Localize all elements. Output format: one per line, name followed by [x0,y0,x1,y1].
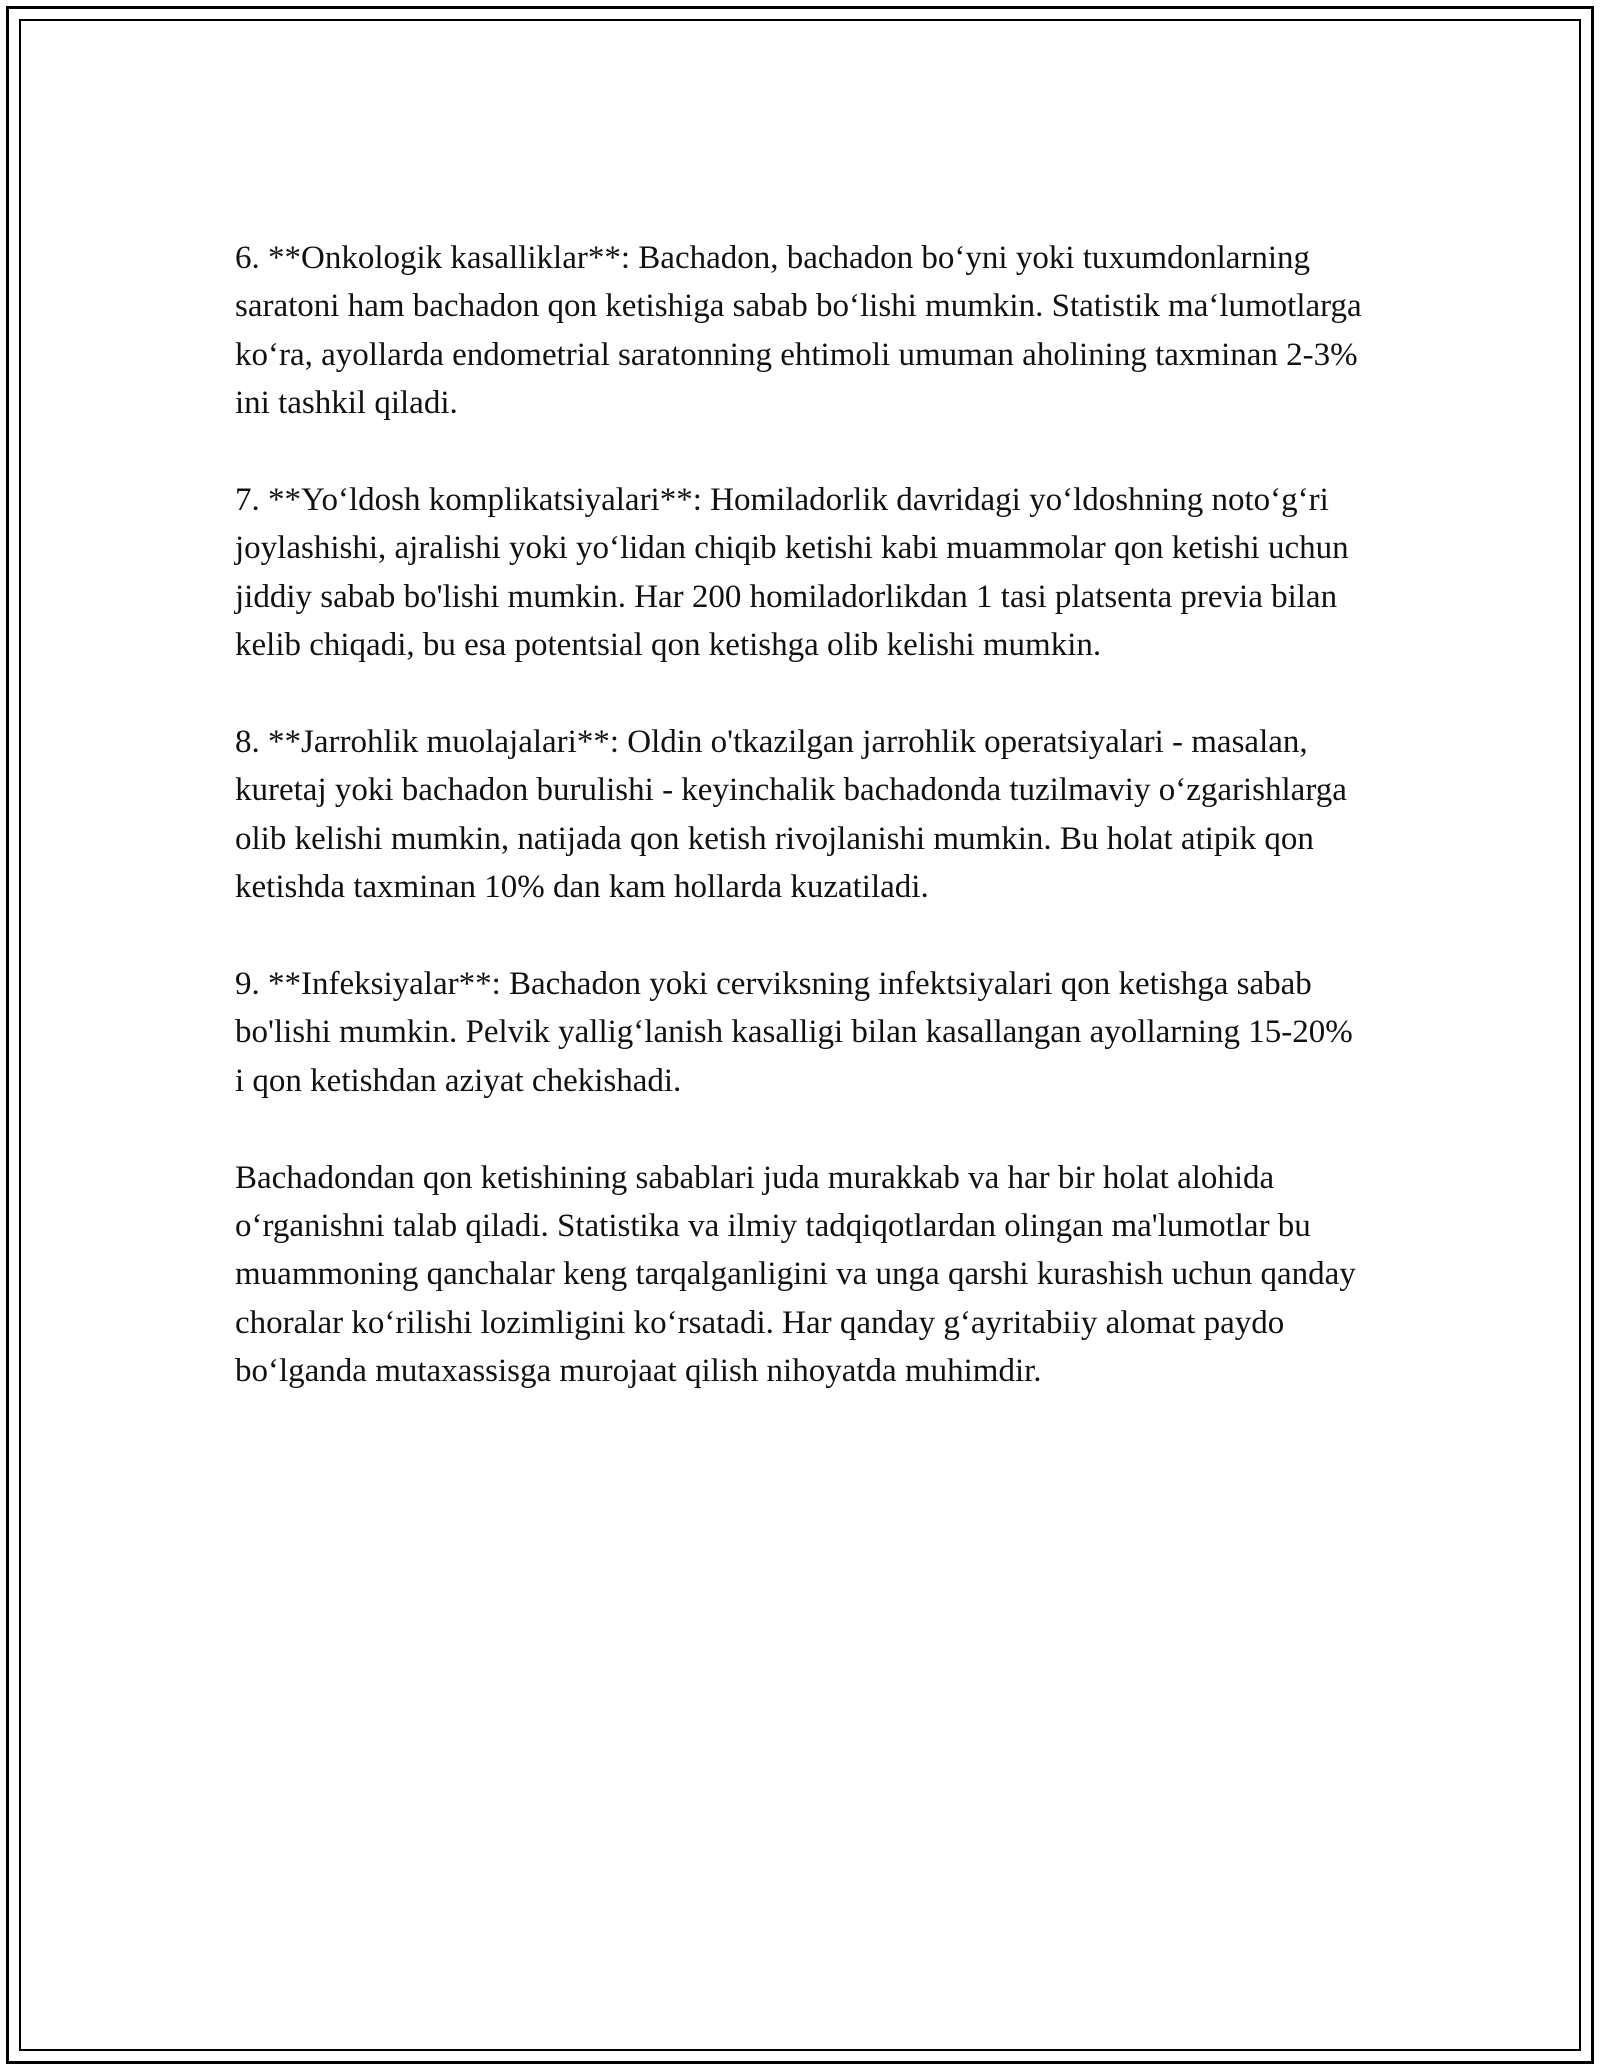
document-body [235,234,1365,1444]
paragraph-conclusion: Bachadondan qon ketishining sabablari juda murakkab va har bir holat alohida o‘rganishni talab qiladi. Statistika va ilmiy tadqiqotlardan olingan ma'lumotlar bu muammoning qanchalar keng tarqalganligini va unga qarshi kurashish uchun qanday choralar ko‘rilishi lozimligini ko‘rsatadi. Har qanday g‘ayritabiiy alomat paydo bo‘lganda mutaxassisga murojaat qilish nihoyatda muhimdir. [235,1159,1356,1390]
paragraph-infections: 9. **Infeksiyalar**: Bachadon yoki cerviksning infektsiyalari qon ketishga sabab bo'lishi mumkin. Pelvik yallig‘lanish kasalligi bilan kasallangan ayollarning 15-20% i qon ketishdan aziyat chekishadi. [235,966,1353,1099]
paragraph-placenta-complications: 7. **Yo‘ldosh komplikatsiyalari**: Homiladorlik davridagi yo‘ldoshning noto‘g‘ri joylashishi, ajralishi yoki yo‘lidan chiqib ketishi kabi muammolar qon ketishi uchun jiddiy sabab bo'lishi mumkin. Har 200 homiladorlikdan 1 tasi platsenta previa bilan kelib chiqadi, bu esa potentsial qon ketishga olib kelishi mumkin. [235,482,1349,664]
paragraph-surgical-procedures: 8. **Jarrohlik muolajalari**: Oldin o'tkazilgan jarrohlik operatsiyalari - masalan, kuretaj yoki bachadon burulishi - keyinchalik bachadonda tuzilmaviy o‘zgarishlarga olib kelishi mumkin, natijada qon ketish rivojlanishi mumkin. Bu holat atipik qon ketishda taxminan 10% dan kam hollarda kuzatiladi. [235,724,1347,906]
paragraph-oncological-diseases: 6. **Onkologik kasalliklar**: Bachadon, bachadon bo‘yni yoki tuxumdonlarning saratoni ham bachadon qon ketishiga sabab bo‘lishi mumkin. Statistik ma‘lumotlarga ko‘ra, ayollarda endometrial saratonning ehtimoli umuman aholining taxminan 2-3% ini tashkil qiladi. [235,240,1362,422]
